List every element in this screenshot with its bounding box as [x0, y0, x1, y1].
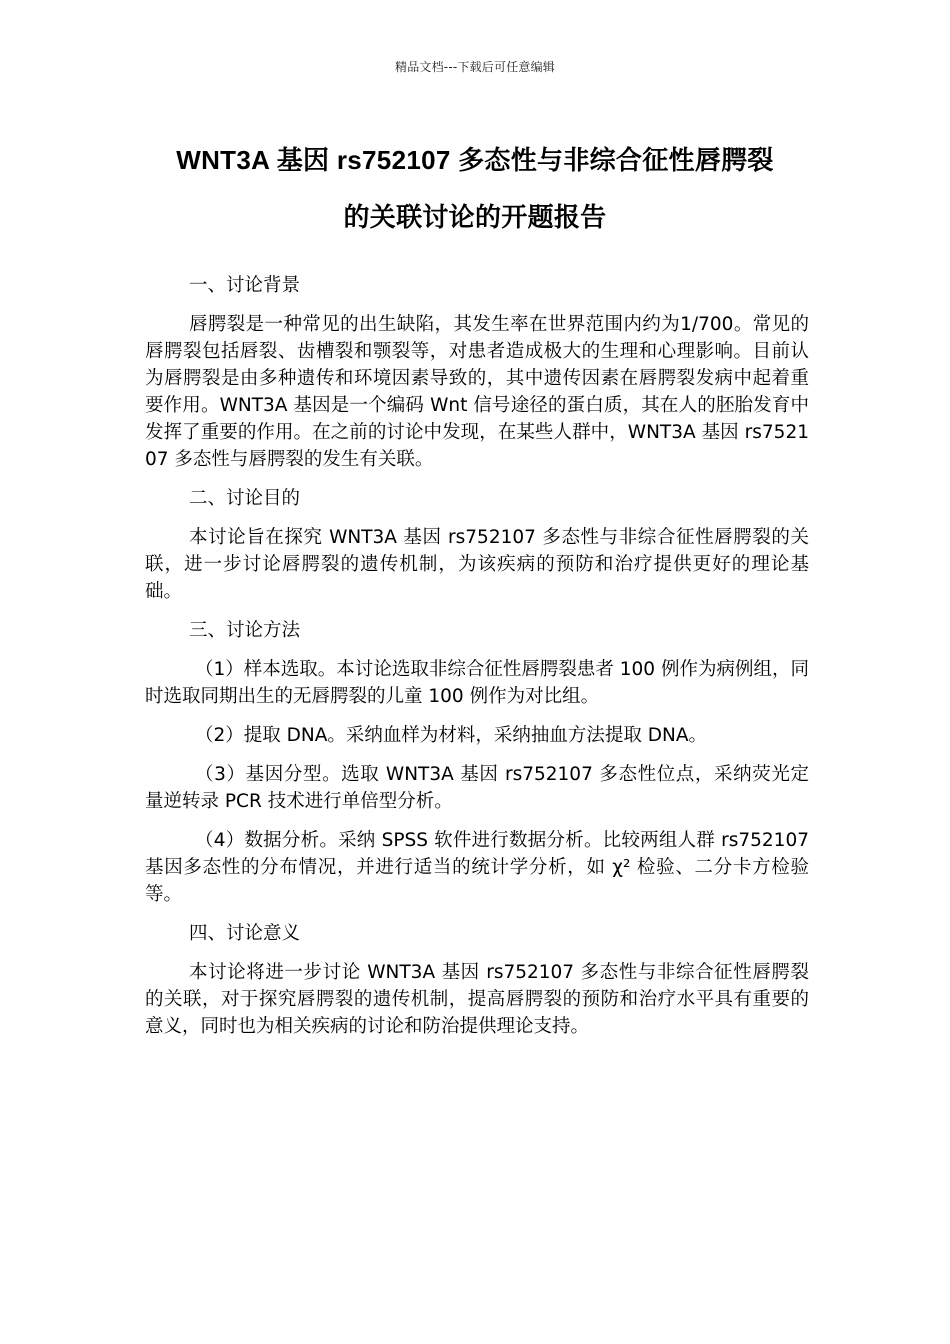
- document-title-line-1: WNT3A 基因 rs752107 多态性与非综合征性唇腭裂: [176, 145, 774, 175]
- paragraph-significance: 本讨论将进一步讨论 WNT3A 基因 rs752107 多态性与非综合征性唇腭裂的关联，对于探究唇腭裂的遗传机制，提高唇腭裂的预防和治疗水平具有重要的意义，同时也为相关疾病的讨论和防治提供理论支持。: [145, 962, 809, 1037]
- paragraph-purpose: 本讨论旨在探究 WNT3A 基因 rs752107 多态性与非综合征性唇腭裂的关联，进一步讨论唇腭裂的遗传机制，为该疾病的预防和治疗提供更好的理论基础。: [145, 527, 809, 602]
- method-item-dna-extraction: （2）提取 DNA。采纳血样为材料，采纳抽血方法提取 DNA。: [195, 725, 708, 746]
- document-title-line-2: 的关联讨论的开题报告: [343, 202, 607, 232]
- method-item-data-analysis: （4）数据分析。采纳 SPSS 软件进行数据分析。比较两组人群 rs752107 基因多态性的分布情况，并进行适当的统计学分析，如 χ² 检验、二分卡方检验等。: [145, 830, 809, 905]
- section-heading-background: 一、讨论背景: [189, 275, 301, 296]
- document-body: [145, 272, 809, 1052]
- method-item-sampling: （1）样本选取。本讨论选取非综合征性唇腭裂患者 100 例作为病例组，同时选取同期出生的无唇腭裂的儿童 100 例作为对比组。: [145, 659, 809, 707]
- method-item-genotyping: （3）基因分型。选取 WNT3A 基因 rs752107 多态性位点，采纳荧光定量逆转录 PCR 技术进行单倍型分析。: [145, 764, 809, 812]
- paragraph-background: 唇腭裂是一种常见的出生缺陷，其发生率在世界范围内约为1/700。常见的唇腭裂包括唇裂、齿槽裂和颚裂等，对患者造成极大的生理和心理影响。目前认为唇腭裂是由多种遗传和环境因素导致的，其中遗传因素在唇腭裂发病中起着重要作用。WNT3A 基因是一个编码 Wnt 信号途径的蛋白质，其在人的胚胎发育中发挥了重要的作用。在之前的讨论中发现，在某些人群中，WNT3A 基因 rs752107 多态性与唇腭裂的发生有关联。: [145, 314, 809, 470]
- section-heading-significance: 四、讨论意义: [189, 923, 301, 944]
- section-heading-methods: 三、讨论方法: [189, 620, 301, 641]
- header-note: 精品文档---下载后可任意编辑: [395, 60, 555, 74]
- section-heading-purpose: 二、讨论目的: [189, 488, 301, 509]
